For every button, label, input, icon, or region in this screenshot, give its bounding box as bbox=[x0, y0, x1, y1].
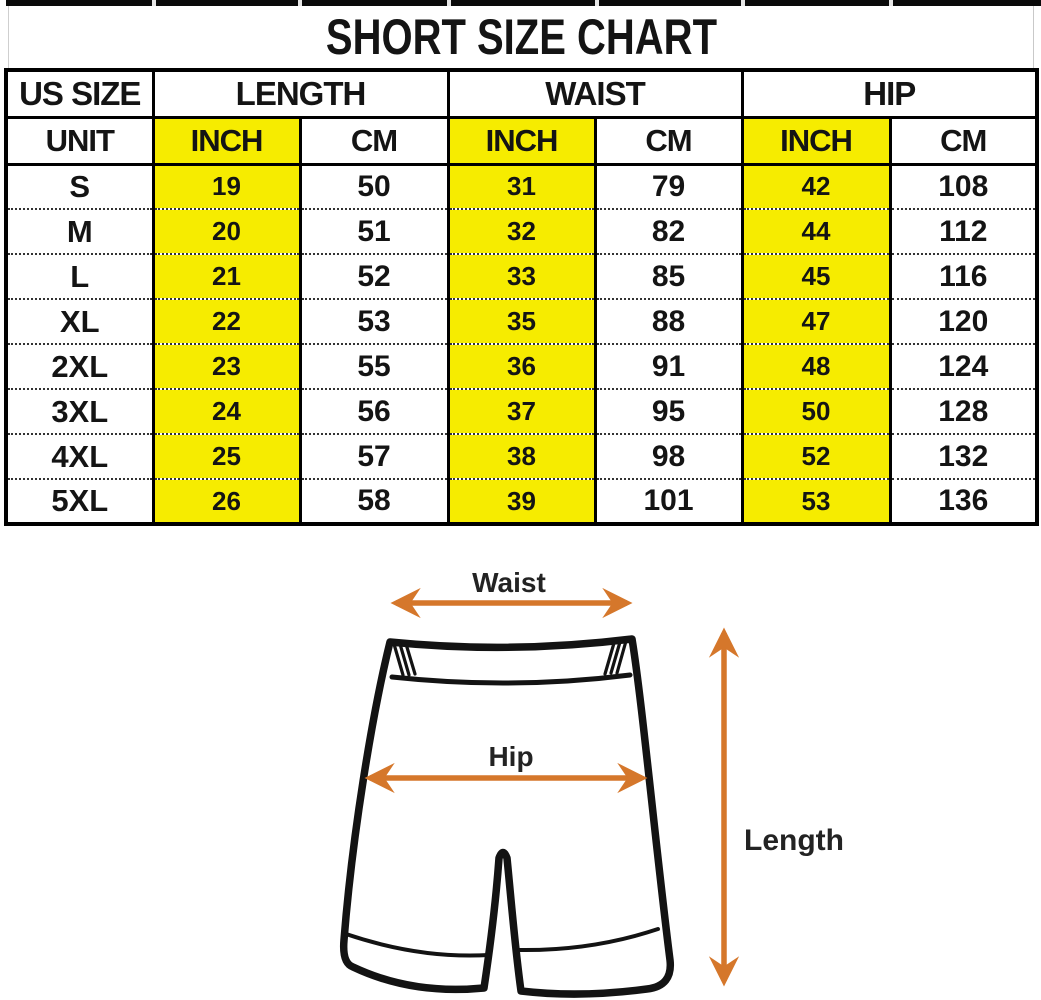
waist-inch-cell: 36 bbox=[448, 344, 595, 389]
waist-inch-cell: 31 bbox=[448, 164, 595, 209]
waist-cm-cell: 95 bbox=[595, 389, 742, 434]
length-inch-cell: 23 bbox=[153, 344, 300, 389]
length-cm-cell: 58 bbox=[300, 479, 448, 524]
table-row-m bbox=[6, 209, 1037, 254]
waist-inch-cell: 32 bbox=[448, 209, 595, 254]
hip-inch-cell: 52 bbox=[742, 434, 890, 479]
length-label: Length bbox=[744, 824, 844, 857]
hip-cm-cell: 136 bbox=[890, 479, 1037, 524]
shorts-measurement-diagram bbox=[0, 530, 1041, 1000]
size-cell: 4XL bbox=[6, 434, 153, 479]
waist-cm-cell: 101 bbox=[595, 479, 742, 524]
length-cm-header: CM bbox=[300, 117, 448, 164]
hip-inch-cell: 48 bbox=[742, 344, 890, 389]
waist-cm-cell: 79 bbox=[595, 164, 742, 209]
hip-inch-cell: 47 bbox=[742, 299, 890, 344]
length-cm-cell: 50 bbox=[300, 164, 448, 209]
header-hip: HIP bbox=[742, 70, 1037, 117]
size-chart-table bbox=[4, 68, 1039, 526]
waist-inch-cell: 37 bbox=[448, 389, 595, 434]
size-cell: 5XL bbox=[6, 479, 153, 524]
waist-inch-cell: 38 bbox=[448, 434, 595, 479]
length-inch-header: INCH bbox=[153, 117, 300, 164]
hip-inch-header: INCH bbox=[742, 117, 890, 164]
waist-label: Waist bbox=[472, 567, 546, 598]
waist-cm-cell: 98 bbox=[595, 434, 742, 479]
size-cell: S bbox=[69, 168, 91, 204]
length-cm-cell: 55 bbox=[300, 344, 448, 389]
length-inch-cell: 24 bbox=[153, 389, 300, 434]
length-inch-cell: 20 bbox=[153, 209, 300, 254]
waist-cm-header: CM bbox=[595, 117, 742, 164]
hip-inch-cell: 50 bbox=[742, 389, 890, 434]
hip-cm-cell: 112 bbox=[890, 209, 1037, 254]
table-row-xl bbox=[6, 299, 1037, 344]
size-cell: L bbox=[6, 254, 153, 299]
table-row-s bbox=[6, 164, 1037, 209]
hip-cm-cell: 132 bbox=[890, 434, 1037, 479]
length-cm-cell: 57 bbox=[300, 434, 448, 479]
shorts-drawing bbox=[344, 639, 671, 994]
length-inch-cell: 25 bbox=[153, 434, 300, 479]
waist-inch-cell: 35 bbox=[448, 299, 595, 344]
hip-cm-cell: 116 bbox=[890, 254, 1037, 299]
page-title: SHORT SIZE CHART bbox=[325, 9, 717, 65]
table-row-l bbox=[6, 254, 1037, 299]
header-length: LENGTH bbox=[153, 70, 448, 117]
waist-cm-cell: 88 bbox=[595, 299, 742, 344]
waist-cm-cell: 85 bbox=[595, 254, 742, 299]
size-cell: M bbox=[6, 209, 153, 254]
length-inch-cell: 22 bbox=[153, 299, 300, 344]
hip-cm-cell: 108 bbox=[890, 164, 1037, 209]
chart-title-row bbox=[8, 6, 1034, 68]
hip-cm-cell: 128 bbox=[890, 389, 1037, 434]
hip-cm-cell: 124 bbox=[890, 344, 1037, 389]
length-cm-cell: 53 bbox=[300, 299, 448, 344]
table-row-4xl bbox=[6, 434, 1037, 479]
waist-inch-cell: 33 bbox=[448, 254, 595, 299]
header-waist: WAIST bbox=[448, 70, 742, 117]
hip-inch-cell: 53 bbox=[742, 479, 890, 524]
waist-cm-cell: 82 bbox=[595, 209, 742, 254]
length-inch-cell: 26 bbox=[153, 479, 300, 524]
waist-cm-cell: 91 bbox=[595, 344, 742, 389]
unit-label-cell: UNIT bbox=[6, 117, 153, 164]
header-us-size: US SIZE bbox=[6, 70, 153, 117]
hip-cm-header: CM bbox=[890, 117, 1037, 164]
length-inch-cell: 19 bbox=[153, 164, 300, 209]
waist-inch-cell: 39 bbox=[448, 479, 595, 524]
hip-inch-cell: 44 bbox=[742, 209, 890, 254]
length-inch-cell: 21 bbox=[153, 254, 300, 299]
size-cell: 2XL bbox=[6, 344, 153, 389]
group-header-row bbox=[6, 70, 1037, 117]
hip-cm-cell: 120 bbox=[890, 299, 1037, 344]
hip-inch-cell: 42 bbox=[742, 164, 890, 209]
size-cell: 3XL bbox=[6, 389, 153, 434]
hip-inch-cell: 45 bbox=[742, 254, 890, 299]
unit-header-row bbox=[6, 117, 1037, 164]
length-cm-cell: 56 bbox=[300, 389, 448, 434]
size-cell: XL bbox=[6, 299, 153, 344]
length-cm-cell: 52 bbox=[300, 254, 448, 299]
table-row-2xl bbox=[6, 344, 1037, 389]
length-cm-cell: 51 bbox=[300, 209, 448, 254]
table-row-5xl bbox=[6, 479, 1037, 524]
waist-inch-header: INCH bbox=[448, 117, 595, 164]
table-row-3xl bbox=[6, 389, 1037, 434]
hip-label: Hip bbox=[488, 741, 534, 772]
